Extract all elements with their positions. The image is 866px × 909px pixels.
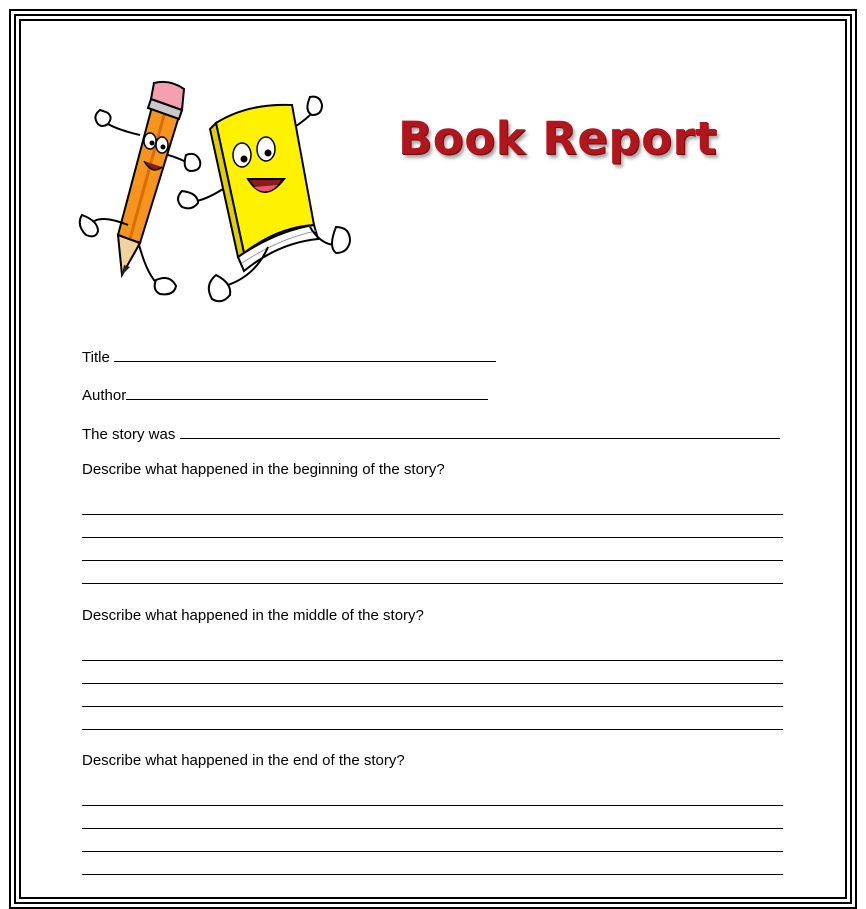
story-was-input-line[interactable] (180, 423, 780, 439)
author-field (82, 384, 488, 404)
title-input-line[interactable] (114, 346, 496, 362)
clipart-pencil-and-book (78, 75, 358, 320)
author-label: Author (82, 387, 127, 404)
question-beginning: Describe what happened in the beginning of the story? (82, 461, 445, 478)
book-character-icon (178, 97, 350, 302)
answer-line-beginning-1[interactable] (82, 514, 783, 515)
title-field (82, 346, 496, 366)
answer-line-end-4[interactable] (82, 874, 783, 875)
answer-line-middle-3[interactable] (82, 706, 783, 707)
page-title: Book Report (398, 112, 718, 165)
answer-line-end-2[interactable] (82, 828, 783, 829)
story-was-field (82, 423, 780, 443)
pencil-character-icon (80, 82, 201, 294)
story-was-label: The story was (82, 426, 176, 443)
answer-line-end-1[interactable] (82, 805, 783, 806)
answer-line-middle-1[interactable] (82, 660, 783, 661)
answer-line-middle-4[interactable] (82, 729, 783, 730)
answer-line-beginning-2[interactable] (82, 537, 783, 538)
answer-line-end-3[interactable] (82, 851, 783, 852)
question-end: Describe what happened in the end of the story? (82, 752, 405, 769)
answer-line-beginning-4[interactable] (82, 583, 783, 584)
answer-line-middle-2[interactable] (82, 683, 783, 684)
author-input-line[interactable] (126, 384, 488, 400)
answer-line-beginning-3[interactable] (82, 560, 783, 561)
title-label: Title (82, 349, 110, 366)
question-middle: Describe what happened in the middle of the story? (82, 607, 424, 624)
